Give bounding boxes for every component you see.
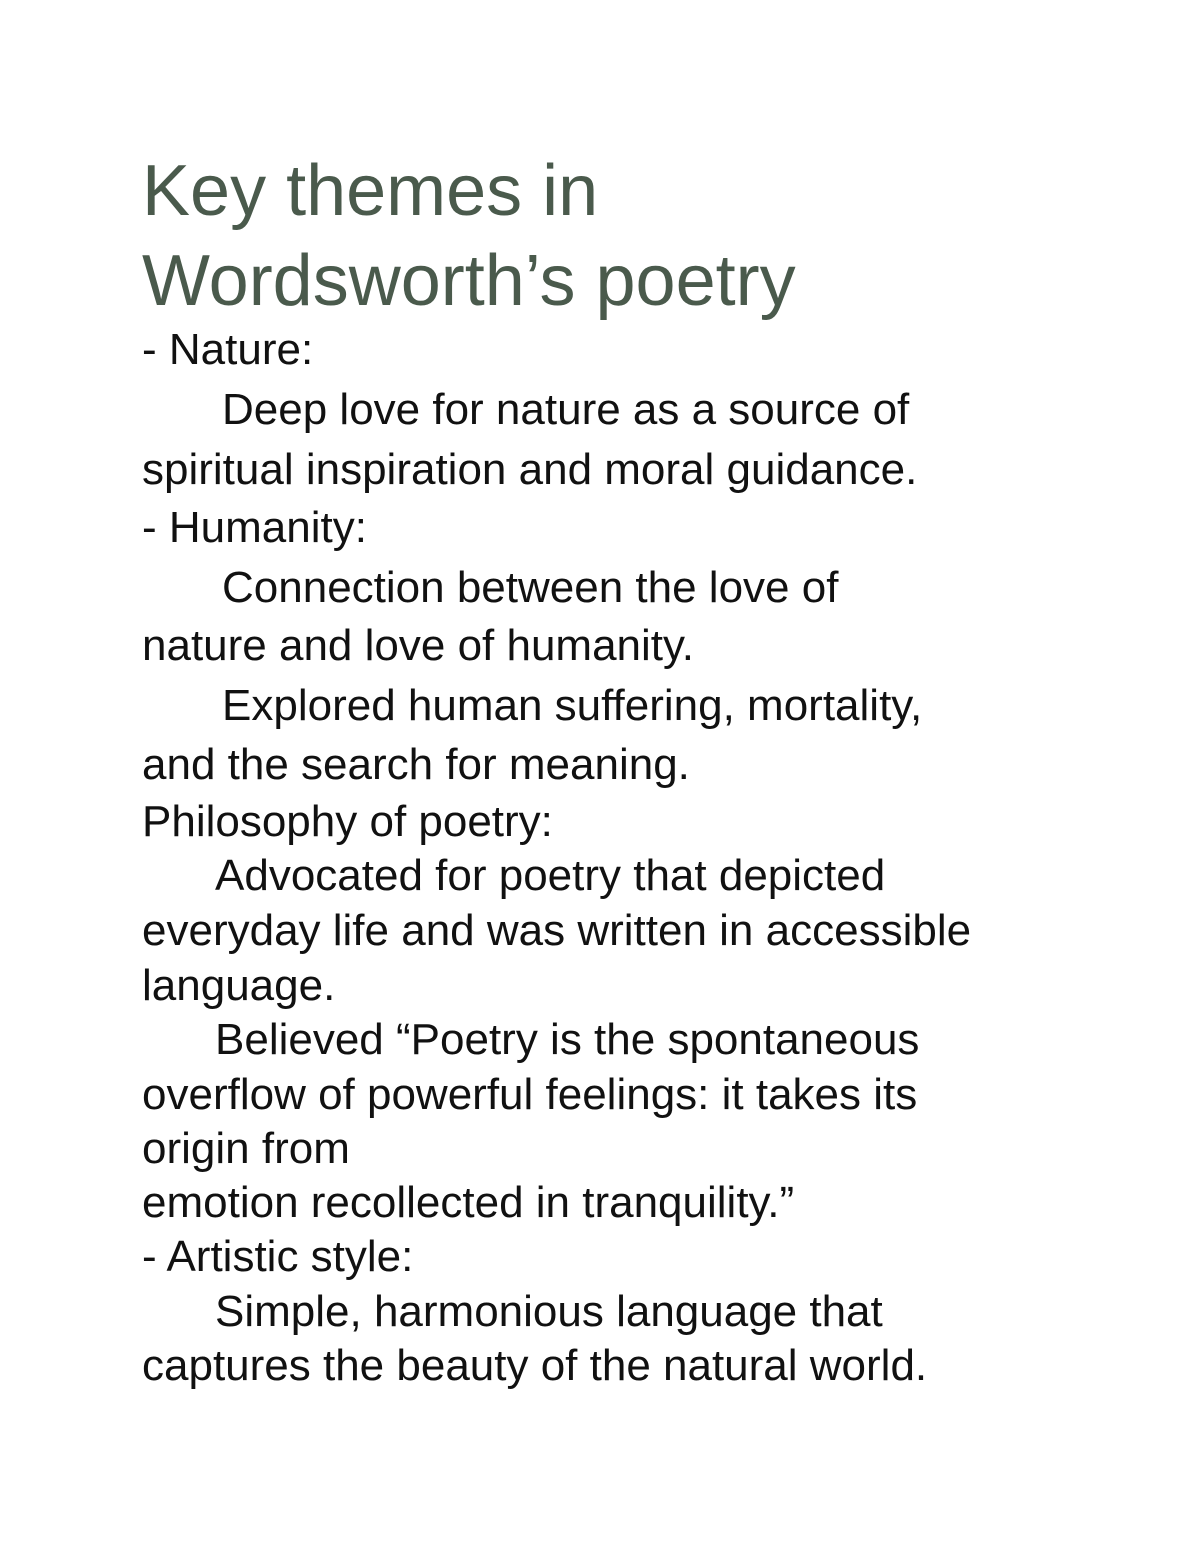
quote-line: origin from — [142, 1124, 350, 1173]
quote-line: overflow of powerful feelings: it takes its — [142, 1070, 918, 1119]
section-heading-artistic-style: - Artistic style: — [142, 1232, 414, 1281]
page-title-line-1: Key themes in — [142, 151, 599, 231]
paragraph-line: Deep love for nature as a source of — [222, 385, 910, 434]
paragraph-line: language. — [142, 961, 336, 1010]
section-heading-philosophy: Philosophy of poetry: — [142, 797, 553, 846]
paragraph-line: Explored human suffering, mortality, — [222, 681, 923, 730]
paragraph-line: nature and love of humanity. — [142, 621, 694, 670]
quote-line: emotion recollected in tranquility.” — [142, 1178, 795, 1227]
paragraph-line: Advocated for poetry that depicted — [215, 851, 886, 900]
paragraph-line: spiritual inspiration and moral guidance. — [142, 445, 918, 494]
page-title-line-2: Wordsworth’s poetry — [142, 241, 796, 321]
paragraph-line: captures the beauty of the natural world. — [142, 1341, 928, 1390]
section-heading-humanity: - Humanity: — [142, 503, 367, 552]
section-heading-nature: - Nature: — [142, 325, 314, 374]
paragraph-line: everyday life and was written in accessible — [142, 906, 972, 955]
quote-line: Believed “Poetry is the spontaneous — [215, 1015, 920, 1064]
paragraph-line: Connection between the love of — [222, 563, 839, 612]
paragraph-line: Simple, harmonious language that — [215, 1287, 883, 1336]
paragraph-line: and the search for meaning. — [142, 740, 690, 789]
